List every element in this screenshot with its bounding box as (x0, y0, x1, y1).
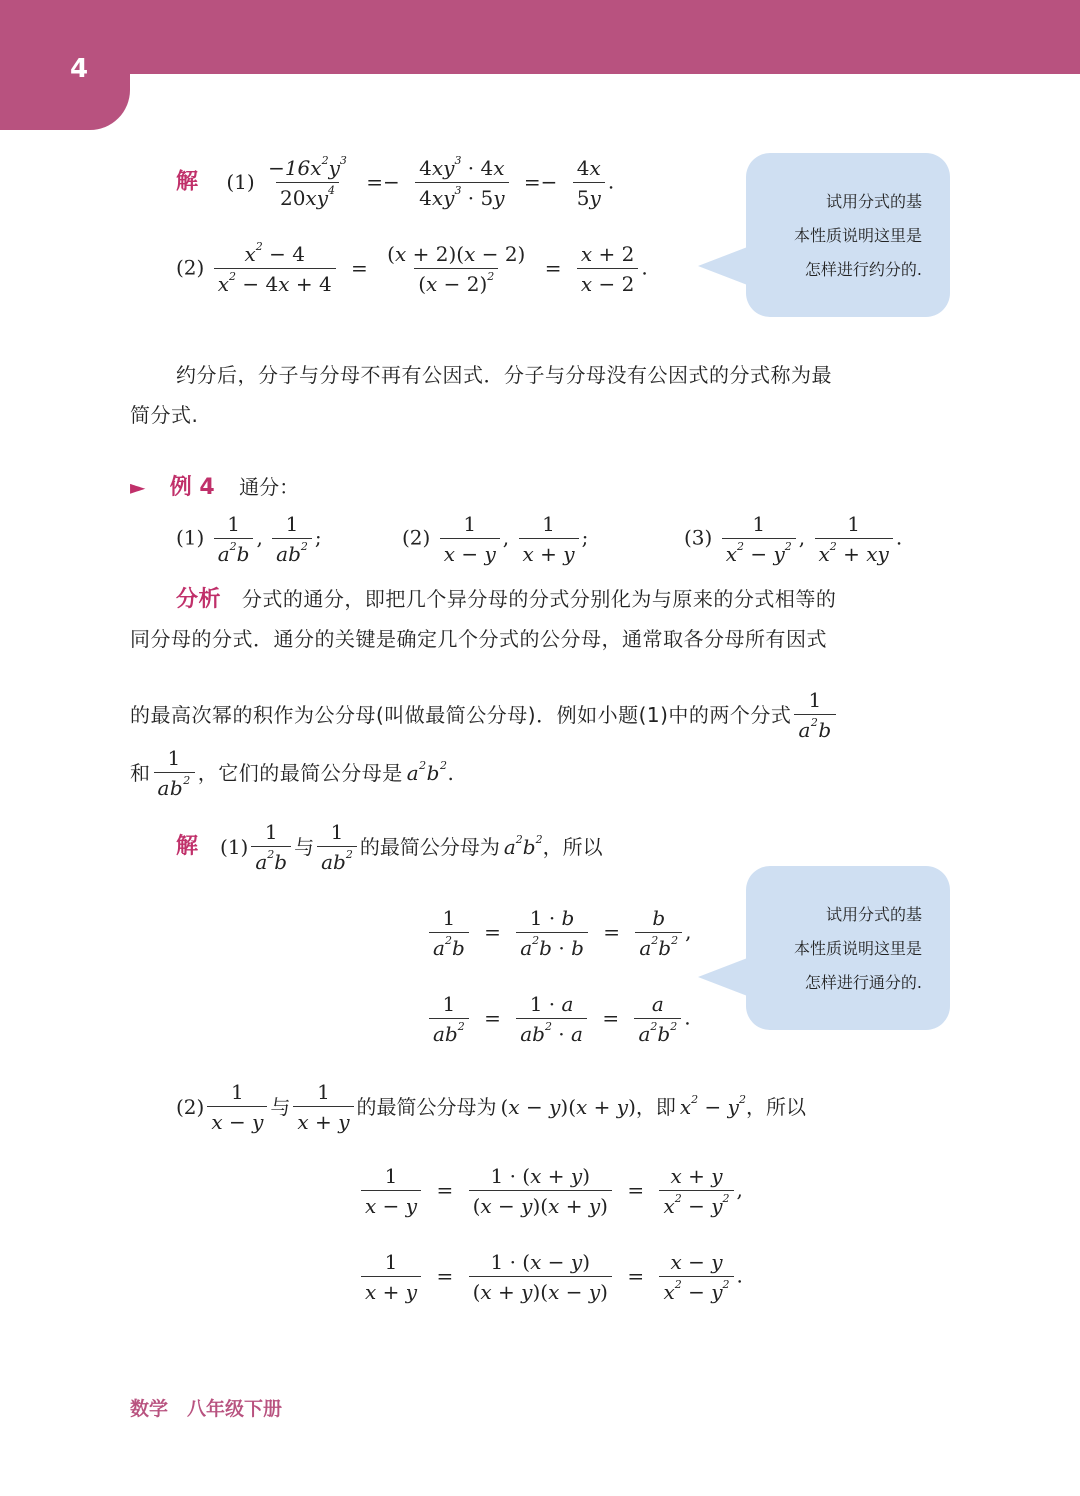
callout-line: 怎样进行通分的. (804, 973, 922, 992)
analysis-line: 同分母的分式．通分的关键是确定几个分式的公分母，通常取各分母所有因式 (130, 627, 827, 651)
solution-text: ，即 (635, 1095, 676, 1119)
solution-2-line: (2) $\frac{x^2 - 4}{x^2 - 4x + 4}$ = $\frac{(x + 2)(x - 2)}{(x - 2)^2}$ = $\frac{x + 2}{x - 2}$ . (176, 240, 648, 296)
triangle-bullet-icon: ► (130, 475, 146, 499)
callout-tail (698, 957, 750, 997)
analysis-tail-text: 和 (130, 761, 151, 785)
analysis-paragraph: 分析 分式的通分，即把几个异分母的分式分别化为与原来的分式相等的 同分母的分式．通分的关键是确定几个分式的公分母，通常取各分母所有因式 的最高次幂的积作为公分母(叫做最简公分母)．例如小题(1)中的两个分式 $\frac{1}{a^2b}$ (130, 586, 950, 748)
analysis-line: 的最高次幂的积作为公分母(叫做最简公分母)．例如小题(1)中的两个分式 (130, 703, 792, 727)
connector-text: 与 (270, 1095, 291, 1119)
page-number-tab (0, 0, 130, 130)
equation-row: $\frac{1}{x + y}$ = $\frac{1 \cdot (x - y)}{(x + y)(x - y)}$ = $\frac{x - y}{x^2 - y^2}$ . (358, 1252, 743, 1302)
equation-row: $\frac{1}{x - y}$ = $\frac{1 \cdot (x + y)}{(x - y)(x + y)}$ = $\frac{x + y}{x^2 - y^2}$ , (358, 1166, 743, 1216)
callout-line: 本性质说明这里是 (793, 226, 922, 245)
analysis-tail: 和 $\frac{1}{ab^2}$ ，它们的最简公分母是 $a^2b^2$. (130, 746, 455, 800)
callout-line: 本性质说明这里是 (793, 939, 922, 958)
callout-tail (698, 246, 750, 286)
page-number: 4 (70, 54, 89, 84)
example-item-2: (2) $\frac{1}{x - y}$ , $\frac{1}{x + y}$ ; (402, 512, 589, 566)
solution-text: 的最简公分母为 (356, 1095, 497, 1119)
solution-text: ，所以 (745, 1095, 806, 1119)
callout-line: 怎样进行约分的. (804, 260, 922, 279)
example-solution-1: 解 (1) $\frac{1}{a^2b}$ 与 $\frac{1}{ab^2}$ 的最简公分母为 $a^2b^2$ ，所以 (176, 820, 603, 874)
solution-text: 的最简公分母为 (359, 835, 500, 859)
callout-line: 试用分式的基 (825, 905, 922, 924)
analysis-tail-text: ，它们的最简公分母是 (197, 761, 403, 785)
connector-text: 与 (294, 835, 315, 859)
callout-line: 试用分式的基 (825, 192, 922, 211)
equation-row: $\frac{1}{ab^2}$ = $\frac{1 \cdot a}{ab^2 \cdot a}$ = $\frac{a}{a^2b^2}$ . (426, 994, 691, 1044)
equation-row: $\frac{1}{a^2b}$ = $\frac{1 \cdot b}{a^2b \cdot b}$ = $\frac{b}{a^2b^2}$ , (426, 908, 691, 958)
example-label: 例 4 (169, 475, 215, 500)
example-item-3: (3) $\frac{1}{x^2 - y^2}$ , $\frac{1}{x^2 + xy}$ . (684, 512, 903, 566)
callout-bubble-2 (746, 866, 950, 1030)
solution-label: 解 (176, 169, 199, 195)
analysis-line: 分式的通分，即把几个异分母的分式分别化为与原来的分式相等的 (241, 587, 837, 611)
header-bar (0, 0, 1080, 74)
footer-book-title: 数学 八年级下册 (130, 1398, 283, 1420)
solution-1-line: 解 (1) $\frac{-16x^2y^3}{20xy^4}$ =− $\frac{4xy^3 \cdot 4x}{4xy^3 \cdot 5y}$ =− $\frac{4x}{5y}$ . (176, 154, 615, 210)
example-task: 通分： (239, 475, 300, 499)
paragraph-simplest-fraction (130, 362, 950, 428)
example-solution-2: (2) $\frac{1}{x - y}$ 与 $\frac{1}{x + y}$ 的最简公分母为 (x − y)(x + y) ，即 $x^2 - y^2$ ，所以 (176, 1080, 806, 1134)
solution-label: 解 (176, 834, 199, 859)
example-item-1: (1) $\frac{1}{a^2b}$ , $\frac{1}{ab^2}$ ; (176, 512, 322, 566)
solution-text: ，所以 (542, 835, 603, 859)
example-heading (130, 470, 299, 501)
paragraph-line: 简分式. (130, 403, 199, 427)
paragraph-line: 约分后，分子与分母不再有公因式．分子与分母没有公因式的分式称为最 (176, 363, 832, 387)
callout-bubble-1 (746, 153, 950, 317)
analysis-label: 分析 (176, 587, 222, 612)
